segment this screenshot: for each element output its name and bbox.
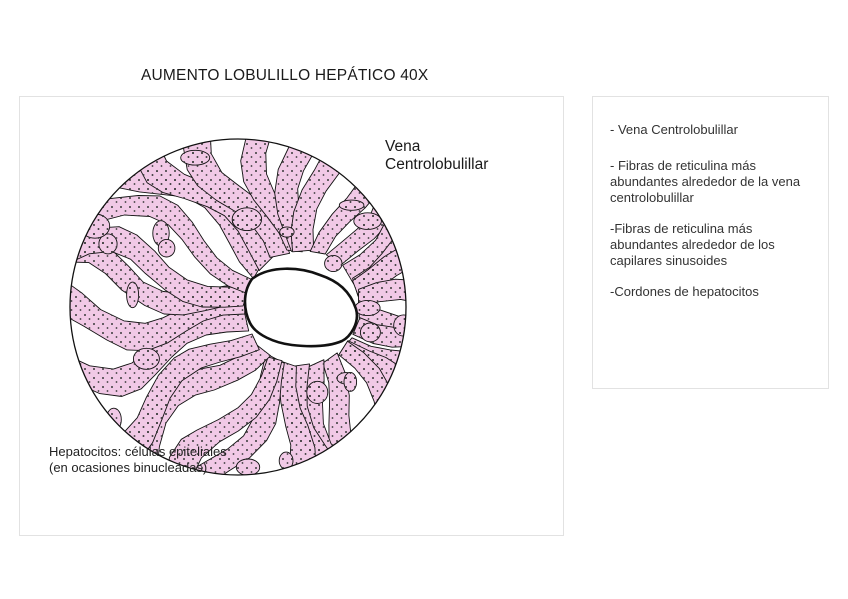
island-nuclei [232, 208, 261, 231]
island-nuclei [354, 213, 382, 230]
vein-label-line2: Centrolobulillar [385, 156, 489, 173]
island-nuclei [280, 227, 294, 237]
island-nuclei [127, 282, 139, 308]
island-nuclei [355, 300, 380, 315]
island-nuclei [222, 127, 246, 137]
island-nuclei [360, 323, 380, 342]
vein-label-line1: Vena [385, 138, 421, 155]
island-nuclei [344, 372, 357, 391]
hepatocyte-island [222, 127, 246, 137]
island-nuclei [133, 348, 159, 369]
hepatocyte-island [61, 342, 75, 360]
notes-panel [592, 96, 829, 389]
island-nuclei [339, 200, 364, 210]
island-nuclei [99, 234, 117, 254]
cord-nuclei [339, 341, 481, 489]
hepatocyte-label: Hepatocitos: células epiteliales (en ocasiones binucleadas) [49, 444, 227, 475]
island-nuclei [181, 150, 210, 165]
central-vein [245, 269, 357, 346]
page-title: AUMENTO LOBULILLO HEPÁTICO 40X [141, 67, 429, 84]
note-central-vein: - Vena Centrolobulillar [610, 122, 738, 137]
note-reticulin-vein: - Fibras de reticulina más abundantes alrededor de la vena centrolobulillar [610, 158, 801, 205]
island-nuclei [158, 239, 175, 257]
note-reticulin-sinusoids: -Fibras de reticulina más abundantes alrededor de los capilares sinusoides [610, 221, 775, 268]
island-nuclei [61, 342, 75, 360]
note-hepatocyte-cords: -Cordones de hepatocitos [610, 284, 759, 299]
island-nuclei [307, 381, 328, 403]
central-vein-label [385, 138, 555, 174]
island-nuclei [325, 255, 342, 271]
diagram-panel [19, 96, 564, 536]
